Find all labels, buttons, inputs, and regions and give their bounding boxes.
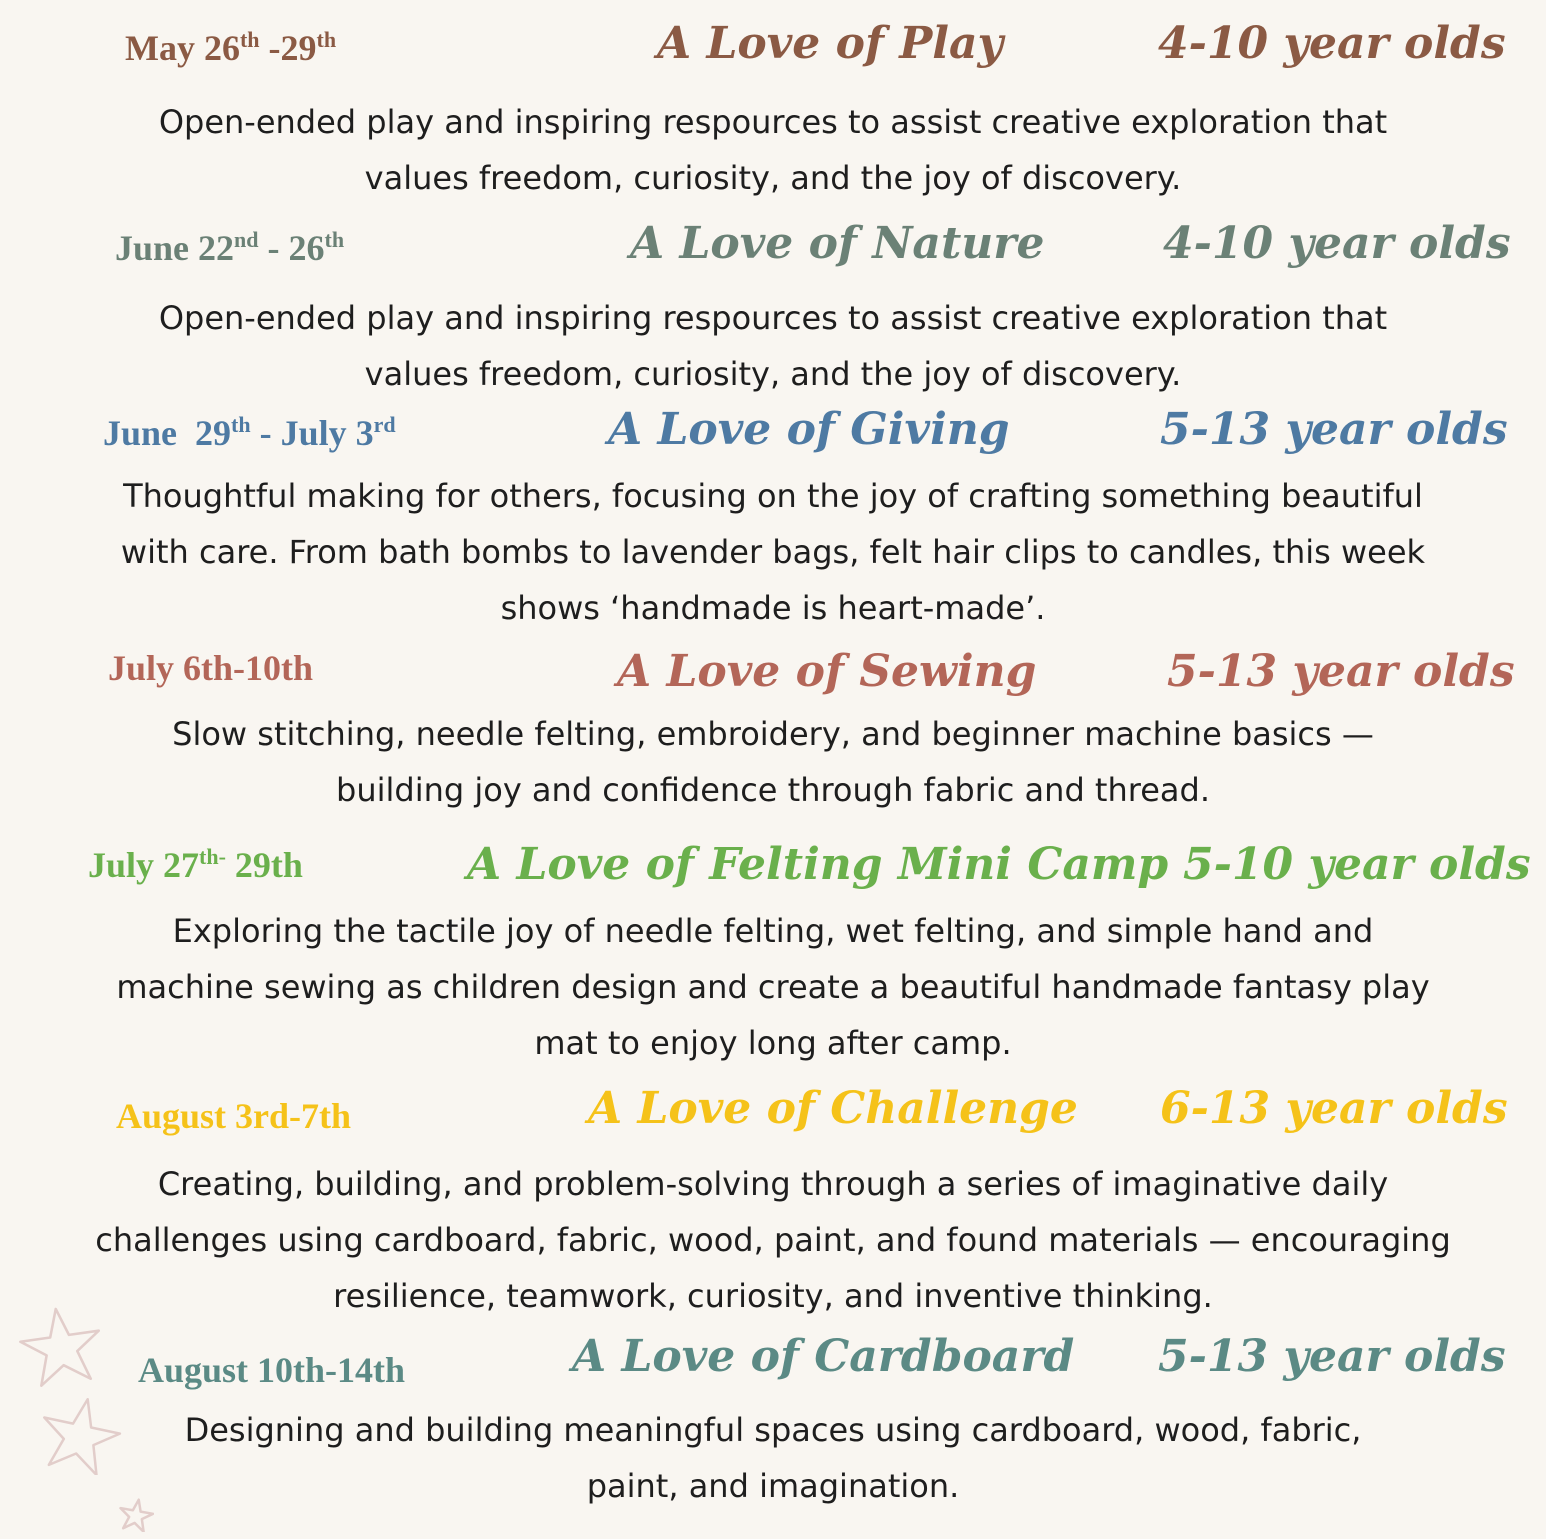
camp-date: June 22nd - 26th [115,227,345,268]
star-icon [118,1498,154,1532]
camp-date: June 29th - July 3rd [103,412,396,453]
camp-age: 5-10 year olds [1183,839,1531,890]
camp-title: A Love of Sewing [617,646,1037,697]
camp-description: Designing and building meaningful spaces using cardboard, wood, fabric, paint, and imagination. [184,1411,1362,1505]
camp-description: Creating, building, and problem-solving through a series of imaginative daily challenges using cardboard, fabric, wood, paint, and found materials — encouraging resilience, teamwork, curiosity, and inventive thinking. [95,1165,1451,1315]
camp-date: August 10th-14th [138,1350,406,1390]
star-icon [18,1305,104,1387]
camp-age: 6-13 year olds [1160,1083,1508,1134]
camp-age: 5-13 year olds [1167,646,1515,697]
camp-title: A Love of Giving [608,404,1010,455]
camp-date: July $27^{th-}$ 29th [88,844,303,885]
camp-age: 5-13 year olds [1158,1331,1506,1382]
camp-description: Thoughtful making for others, focusing on the joy of crafting something beautiful with care. From bath bombs to lavender bags, felt hair clips to candles, this week shows ‘handmade is heart-made’. [120,477,1426,627]
camp-title: A Love of Nature [630,218,1045,269]
camp-description: Open-ended play and inspiring respources to assist creative exploration that values freedom, curiosity, and the joy of discovery. [158,103,1388,197]
camp-age: 5-13 year olds [1160,404,1508,455]
camp-title: A Love of Felting Mini Camp [467,839,1169,890]
camp-title: A Love of Challenge [588,1083,1078,1134]
camp-age: 4-10 year olds [1163,218,1511,269]
star-icon [38,1395,122,1475]
camp-date: July 6th-10th [108,648,314,688]
camp-description: Exploring the tactile joy of needle felting, wet felting, and simple hand and machine sewing as children design and create a beautiful handmade fantasy play mat to enjoy long after camp. [116,912,1430,1062]
camp-age: 4-10 year olds [1158,18,1506,69]
camp-description: Open-ended play and inspiring respources to assist creative exploration that values freedom, curiosity, and the joy of discovery. [158,299,1388,393]
camp-date: August 3rd-7th [116,1096,352,1136]
camp-description: Slow stitching, needle felting, embroidery, and beginner machine basics — building joy and confidence through fabric and thread. [172,715,1374,809]
camp-title: A Love of Play [657,18,1004,69]
camp-date: May 26th -29th [125,27,337,68]
camp-title: A Love of Cardboard [572,1331,1075,1382]
